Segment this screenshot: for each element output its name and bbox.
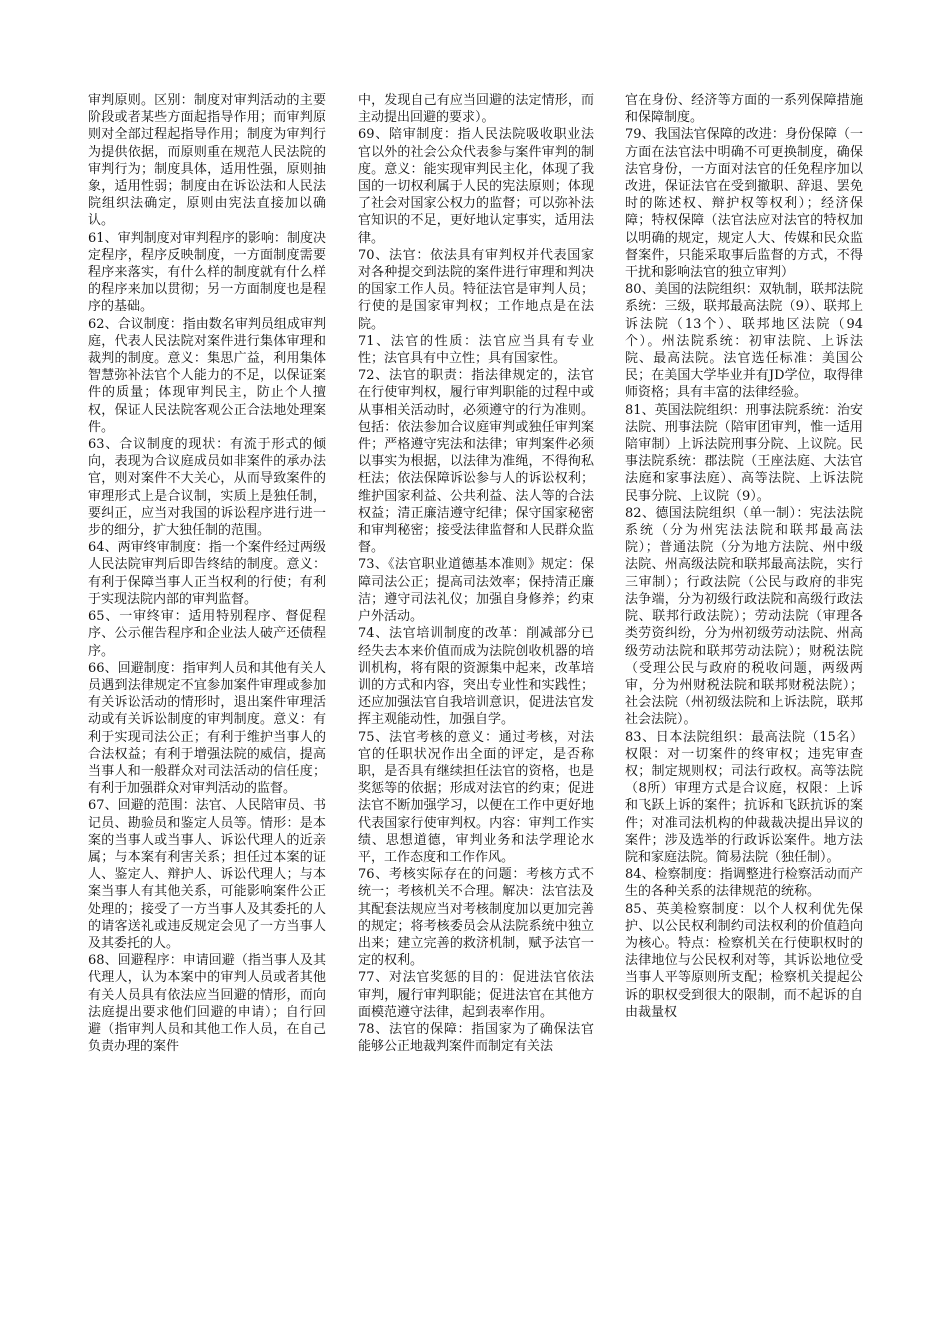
paragraph: 69、陪审制度：指人民法院吸收职业法官以外的社会公众代表参与案件审判的制度。意义：能实现审判民主化，体现了我国的一切权利属于人民的宪法原则；体现了社会对国家公权力的监督；可以弥补法官知识的不足，更好地认定事实，适用法律。 (358, 127, 594, 246)
paragraph: 62、合议制度：指由数名审判员组成审判庭，代表人民法院对案件进行集体审理和裁判的制度。意义：集思广益，利用集体智慧弥补法官个人能力的不足，以保证案件的质量；体现审判民主，防止个人擅权，保证人民法院客观公正合法地处理案件。 (88, 316, 326, 435)
paragraph: 82、德国法院组织（单一制）：宪法法院系统（分为州宪法法院和联邦最高法院）；普通法院（分为地方法院、州中级法院、州高级法院和联邦最高法院，实行三审制）；行政法院（公民与政府的非宪法争端，分为初级行政法院和高级行政法院、联邦行政法院）；劳动法院（审理各类劳资纠纷，分为州初级劳动法院、州高级劳动法院和联邦劳动法院）；财税法院（受理公民与政府的税收问题，两级两审，分为州财税法院和联邦财税法院）；社会法院（州初级法院和上诉法院，联邦社会法院）。 (625, 505, 863, 728)
paragraph: 81、英国法院组织：刑事法院系统：治安法院、刑事法院（陪审团审判，惟一适用陪审制）上诉法院刑事分院、上议院。民事法院系统：郡法院（王座法庭、大法官法庭和家事法庭）、高等法院、上诉法院民事分院、上议院（9）。 (625, 402, 863, 504)
paragraph: 官在身份、经济等方面的一系列保障措施和保障制度。 (625, 93, 863, 126)
text-column-right (625, 92, 863, 1330)
paragraph: 65、一审终审：适用特别程序、督促程序、公示催告程序和企业法人破产还债程序。 (88, 609, 326, 659)
paragraph: 中，发现自己有应当回避的法定情形，而主动提出回避的要求）。 (358, 93, 594, 126)
paragraph: 70、法官：依法具有审判权并代表国家对各种提交到法院的案件进行审理和判决的国家工作人员。特征法官是审判人员；行使的是国家审判权；工作地点是在法院。 (358, 247, 594, 332)
paragraph: 68、回避程序：申请回避（指当事人及其代理人，认为本案中的审判人员或者其他有关人员具有依法应当回避的情形，而向法庭提出要求他们回避的申请）；自行回避（指审判人员和其他工作人员，在自己负责办理的案件 (88, 953, 326, 1055)
paragraph: 67、回避的范围：法官、人民陪审员、书记员、勘验员和鉴定人员等。情形：是本案的当事人或当事人、诉讼代理人的近亲属；与本案有利害关系；担任过本案的证人、鉴定人、辩护人、诉讼代理人；与本案当事人有其他关系，可能影响案件公正处理的；接受了一方当事人及其委托的人的请客送礼或违反规定会见了一方当事人及其委托的人。 (88, 798, 326, 951)
paragraph: 76、考核实际存在的问题：考核方式不统一；考核机关不合理。解决：法官法及其配套法规应当对考核制度加以更加完善的规定；将考核委员会从法院系统中独立出来；建立完善的救济机制，赋予法官一定的权利。 (358, 867, 594, 969)
paragraph: 66、回避制度：指审判人员和其他有关人员遇到法律规定不宜参加案件审理或参加有关诉讼活动的情形时，退出案件审理活动或有关诉讼制度的审判制度。意义：有利于实现司法公正；有利于维护当事人的合法权益；有利于增强法院的威信，提高当事人和一般群众对司法活动的信任度；有利于加强群众对审判活动的监督。 (88, 660, 326, 797)
paragraph: 77、对法官奖惩的目的：促进法官依法审判，履行审判职能；促进法官在其他方面模范遵守法律，起到表率作用。 (358, 970, 594, 1020)
paragraph: 79、我国法官保障的改进：身份保障（一方面在法官法中明确不可更换制度，确保法官身份，一方面对法官的任免程序加以改进，保证法官在受到撤职、辞退、罢免时的陈述权、辩护权等权利）；经济保障；特权保障（法官法应对法官的特权加以明确的规定，规定人大、传媒和民众监督案件，只能采取事后监督的方式，不得干扰和影响法官的独立审判） (625, 127, 863, 281)
paragraph: 72、法官的职责：指法律规定的，法官在行使审判权，履行审判职能的过程中或从事相关活动时，必须遵守的行为准则。包括：依法参加合议庭审判或独任审判案件；严格遵守宪法和法律；审判案件必须以事实为根据，以法律为准绳，不得徇私枉法；依法保障诉讼参与人的诉讼权利；维护国家利益、公共利益、法人等的合法权益；清正廉洁遵守纪律；保守国家秘密和审判秘密；接受法律监督和人民群众监督。 (358, 368, 594, 556)
paragraph: 83、日本法院组织：最高法院（15名）权限：对一切案件的终审权；违宪审查权；制定规则权；司法行政权。高等法院（8所）审理方式是合议庭，权限：上诉和飞跃上诉的案件；抗诉和飞跃抗诉的案件；对准司法机构的仲裁裁决提出异议的案件；涉及选举的行政诉讼案件。地方法院和家庭法院。简易法院（独任制）。 (625, 729, 863, 865)
paragraph: 审判原则。区别：制度对审判活动的主要阶段或者某些方面起指导作用；而审判原则对全部过程起指导作用；制度为审判行为提供依据，而原则重在规范人民法院的审判行为；制度具体，适用性强，原则抽象，适用性弱；制度由在诉讼法和人民法院组织法确定，原则由宪法直接加以确认。 (88, 93, 326, 229)
text-column-middle (358, 92, 594, 1330)
paragraph: 73、《法官职业道德基本准则》规定：保障司法公正；提高司法效率；保持清正廉洁；遵守司法礼仪；加强自身修养；约束户外活动。 (358, 557, 594, 625)
paragraph: 84、检察制度：指调整进行检察活动而产生的各种关系的法律规范的统称。 (625, 867, 863, 900)
paragraph: 78、法官的保障：指国家为了确保法官能够公正地裁判案件而制定有关法 (358, 1021, 594, 1055)
text-column-left (88, 92, 326, 1330)
paragraph: 71、法官的性质：法官应当具有专业性；法官具有中立性；具有国家性。 (358, 333, 594, 367)
paragraph: 74、法官培训制度的改革：削减部分已经失去本来价值而成为法院创收机器的培训机构，将有限的资源集中起来，改革培训的方式和内容，突出专业性和实践性；还应加强法官自我培训意识，促进法官发挥主观能动性，加强自学。 (358, 626, 594, 728)
paragraph: 75、法官考核的意义：通过考核，对法官的任职状况作出全面的评定，是否称职，是否具有继续担任法官的资格，也是奖惩等的依据；形成对法官的约束；促进法官不断加强学习，以便在工作中更好地代表国家行使审判权。内容：审判工作实绩、思想道德，审判业务和法学理论水平，工作态度和工作作风。 (358, 729, 594, 865)
paragraph: 80、美国的法院组织：双轨制，联邦法院系统：三级，联邦最高法院（9）、联邦上诉法院（13个）、联邦地区法院（94个）。州法院系统：初审法院、上诉法院、最高法院。法官选任标准：美国公民；在美国大学毕业并有JD学位，取得律师资格；具有丰富的法律经验。 (625, 282, 863, 401)
paragraph: 63、合议制度的现状：有流于形式的倾向，表现为合议庭成员如非案件的承办法官，则对案件不大关心，从而导致案件的审理形式上是合议制，实质上是独任制，要纠正，应当对我国的诉讼程序进行进一步的细分，扩大独任制的范围。 (88, 437, 326, 539)
paragraph: 64、两审终审制度：指一个案件经过两级人民法院审判后即告终结的制度。意义：有利于保障当事人正当权利的行使；有利于实现法院内部的审判监督。 (88, 540, 326, 607)
paragraph: 61、审判制度对审判程序的影响：制度决定程序，程序反映制度，一方面制度需要程序来落实，有什么样的制度就有什么样的程序来加以贯彻；另一方面制度也是程序的基础。 (88, 230, 326, 315)
paragraph: 85、英美检察制度：以个人权利优先保护、以公民权利制约司法权利的价值趋向为核心。特点：检察机关在行使职权时的法律地位与公民权利对等，其诉讼地位受当事人平等原则所支配；检察机关提起公诉的职权受到很大的限制，而不起诉的自由裁量权 (625, 901, 863, 1020)
